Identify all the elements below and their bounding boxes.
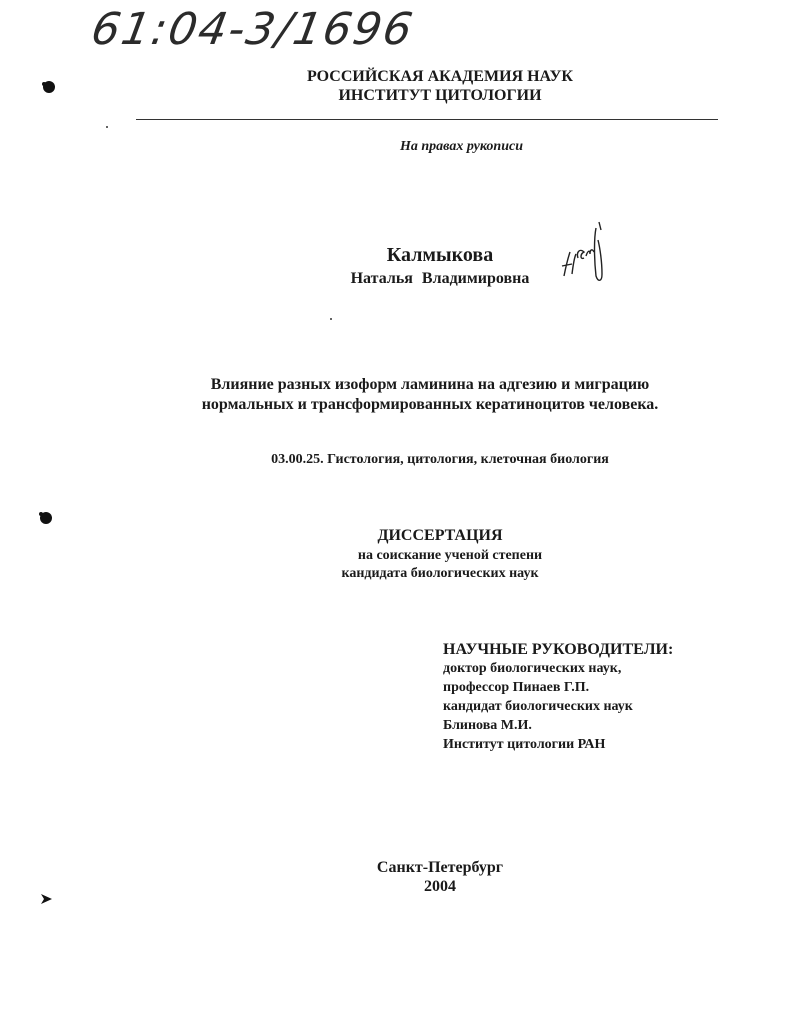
supervisor-line: Институт цитологии РАН	[443, 737, 606, 752]
author-surname: Калмыкова	[386, 244, 494, 266]
scan-speck	[330, 318, 332, 320]
organization-name: РОССИЙСКАЯ АКАДЕМИЯ НАУК	[306, 68, 573, 85]
thesis-title-line-2: нормальных и трансформированных кератиноцитов человека.	[201, 396, 659, 413]
header-divider	[136, 119, 718, 120]
author-signature	[558, 218, 610, 288]
supervisor-line: доктор биологических наук,	[443, 661, 622, 676]
punch-hole-mark	[38, 890, 56, 908]
supervisors-heading: НАУЧНЫЕ РУКОВОДИТЕЛИ:	[443, 641, 674, 658]
specialty-code: 03.00.25. Гистология, цитология, клеточная биология	[271, 452, 609, 467]
dissertation-heading: ДИССЕРТАЦИЯ	[377, 527, 503, 544]
supervisor-line: кандидат биологических наук	[443, 699, 633, 714]
punch-hole-mark	[36, 508, 54, 526]
institute-name: ИНСТИТУТ ЦИТОЛОГИИ	[338, 87, 542, 104]
place-block	[300, 858, 580, 896]
supervisors-block	[443, 640, 673, 754]
punch-hole-mark	[40, 78, 58, 96]
year: 2004	[424, 878, 456, 895]
city-name: Санкт-Петербург	[376, 859, 504, 876]
thesis-title-line-1: Влияние разных изоформ ламинина на адгезию и миграцию	[210, 376, 650, 393]
degree-line-1: на соискание ученой степени	[357, 548, 543, 563]
rights-note: На правах рукописи	[400, 139, 523, 154]
degree-line-2: кандидата биологических наук	[341, 566, 539, 581]
supervisor-line: Блинова М.И.	[443, 718, 532, 733]
archive-number: 61:04-3/1696	[87, 4, 418, 55]
author-given-names: Наталья Владимировна	[350, 270, 530, 287]
supervisor-line: профессор Пинаев Г.П.	[443, 680, 590, 695]
scan-speck	[106, 126, 108, 128]
